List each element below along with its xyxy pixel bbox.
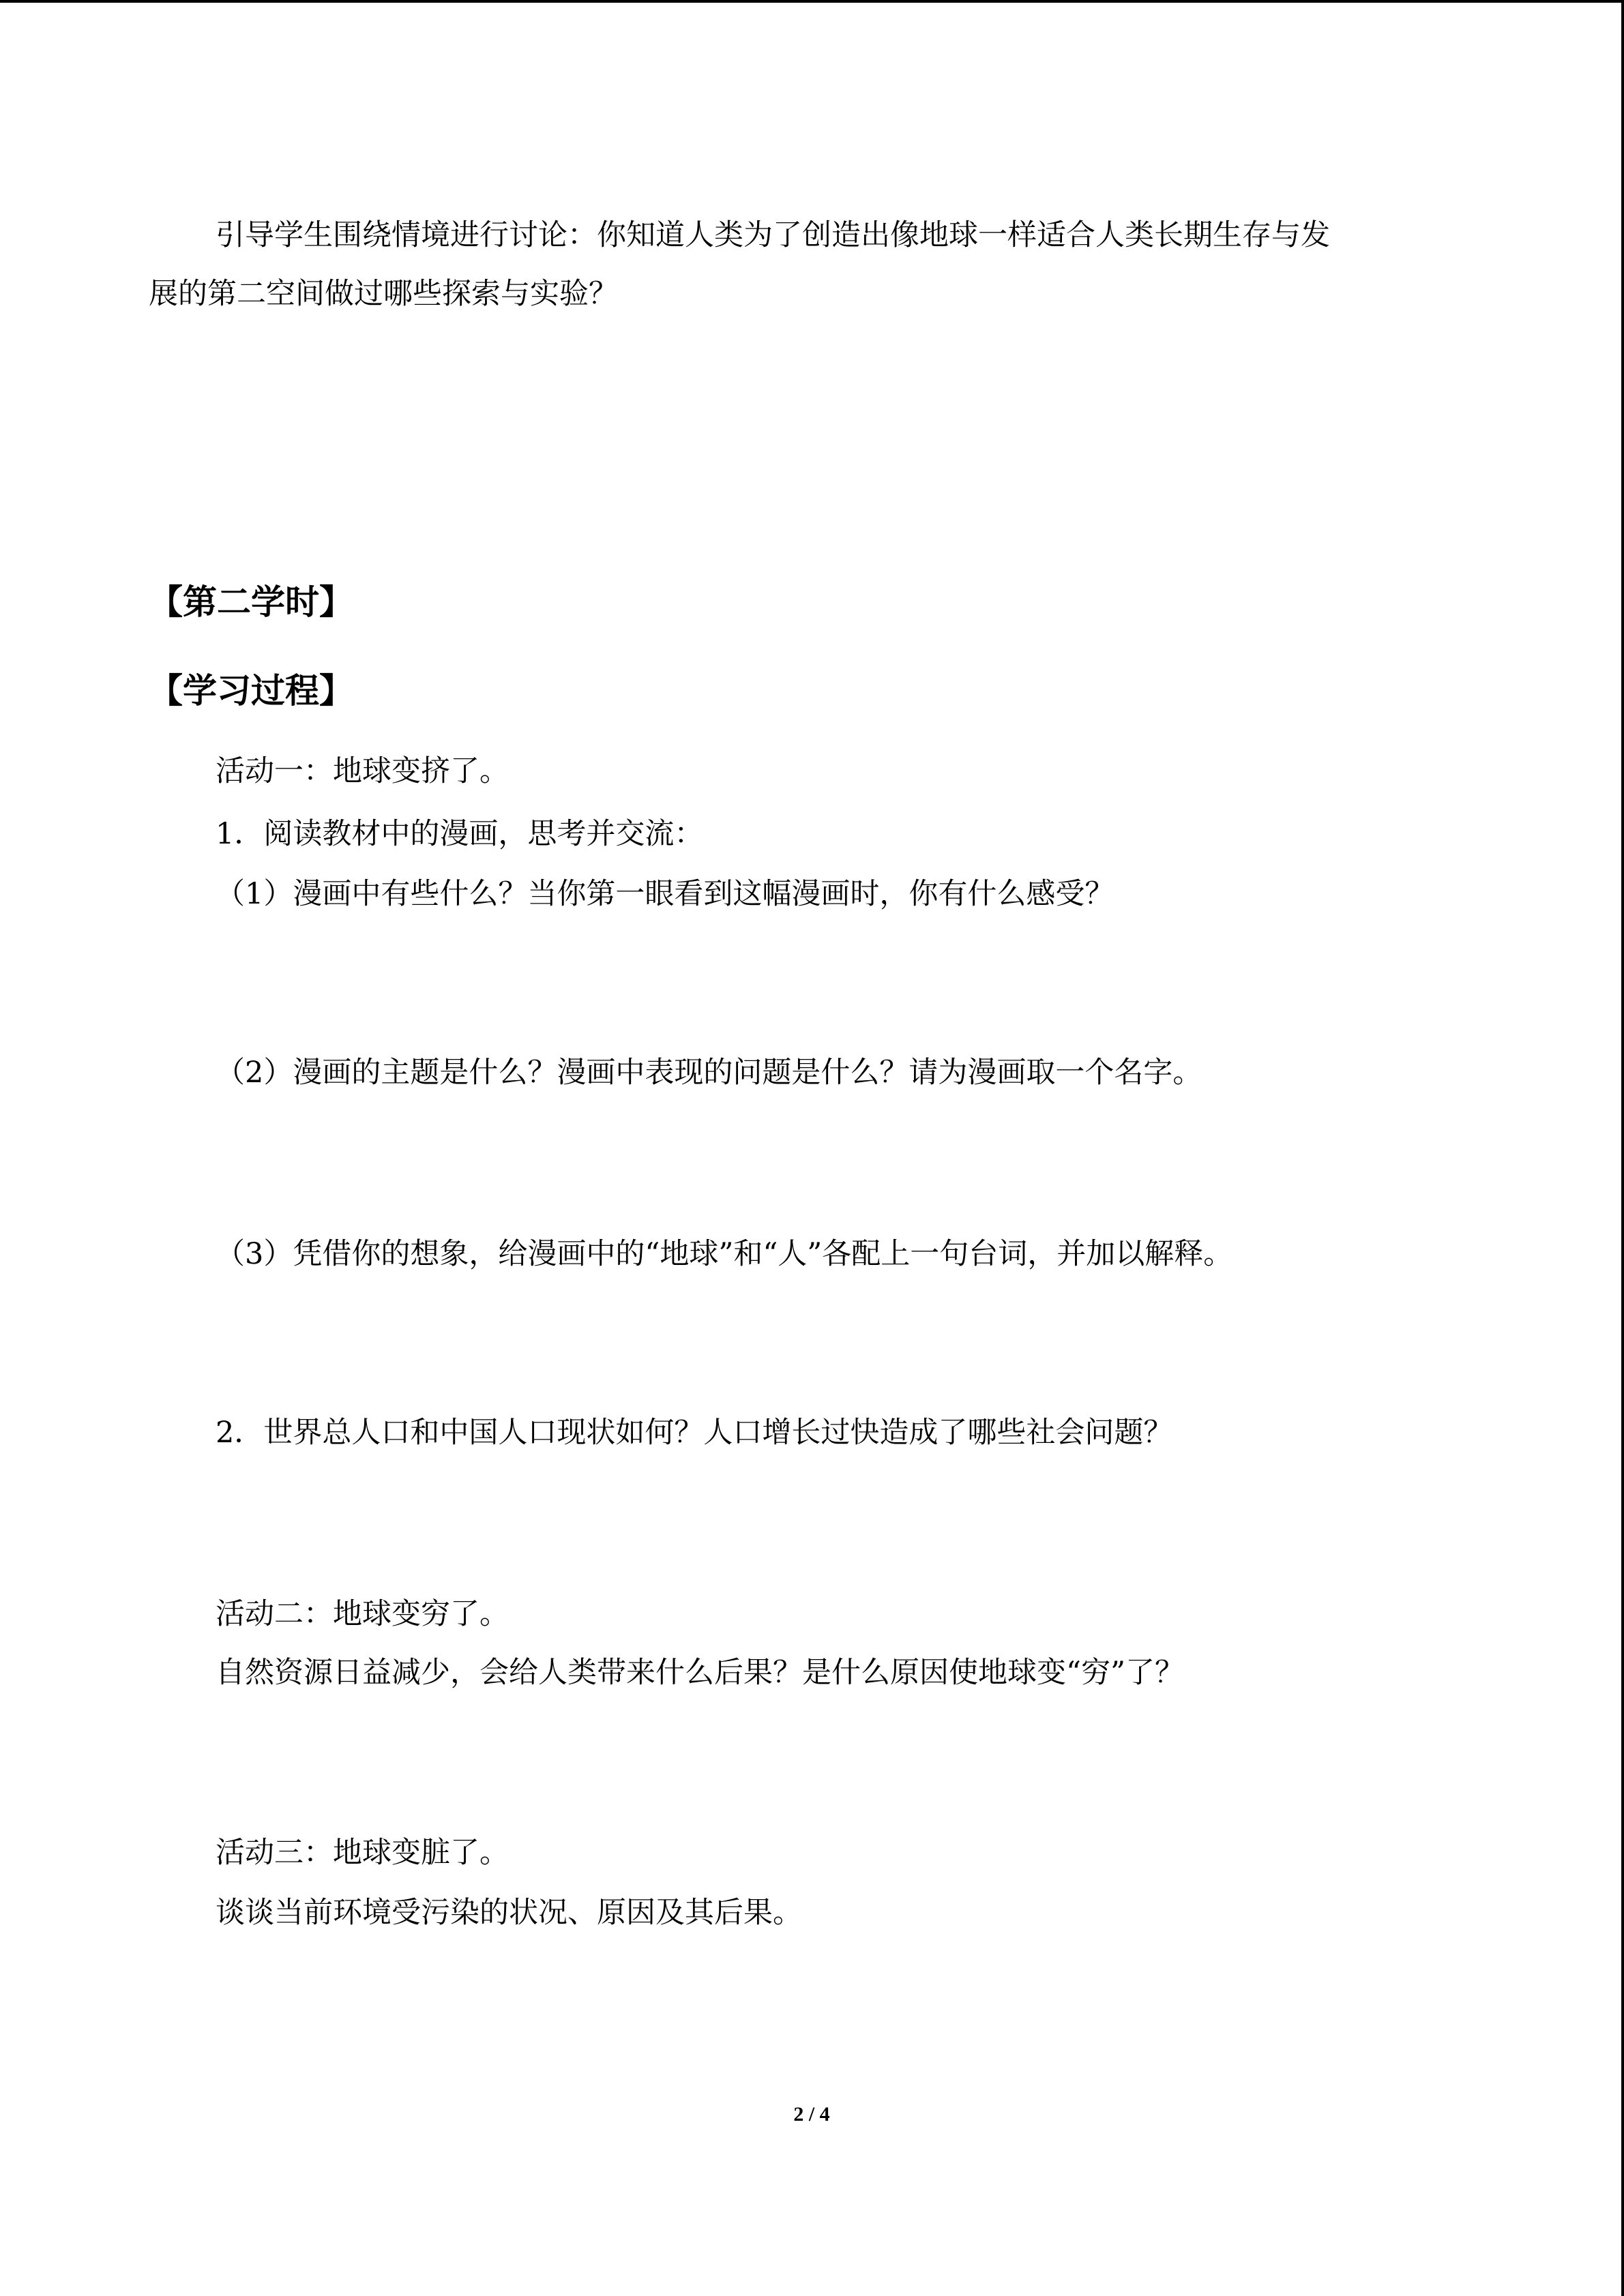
activity1-item1: 1．阅读教材中的漫画，思考并交流： [216, 817, 704, 851]
activity2-text: 自然资源日益减少，会给人类带来什么后果？是什么原因使地球变“穷”了？ [216, 1656, 1184, 1690]
activity1-title: 活动一：地球变挤了。 [216, 754, 509, 788]
intro-line-1: 引导学生围绕情境进行讨论：你知道人类为了创造出像地球一样适合人类长期生存与发 [216, 218, 1330, 252]
activity3-text: 谈谈当前环境受污染的状况、原因及其后果。 [216, 1896, 802, 1930]
activity1-question3: （3）凭借你的想象，给漫画中的“地球”和“人”各配上一句台词，并加以解释。 [216, 1237, 1233, 1271]
activity1-question2: （2）漫画的主题是什么？漫画中表现的问题是什么？请为漫画取一个名字。 [216, 1056, 1202, 1090]
activity1-item2: 2．世界总人口和中国人口现状如何？人口增长过快造成了哪些社会问题？ [216, 1416, 1173, 1450]
lesson-heading: 【第二学时】 [149, 582, 353, 622]
right-border-line [1621, 0, 1624, 2296]
top-border-line [0, 0, 1624, 3]
process-heading: 【学习过程】 [149, 671, 353, 711]
intro-line-2: 展的第二空间做过哪些探索与实验？ [149, 277, 618, 311]
activity3-title: 活动三：地球变脏了。 [216, 1836, 509, 1870]
activity1-question1: （1）漫画中有些什么？当你第一眼看到这幅漫画时，你有什么感受？ [216, 877, 1114, 911]
activity2-title: 活动二：地球变穷了。 [216, 1597, 509, 1631]
page-number: 2 / 4 [793, 2103, 830, 2126]
